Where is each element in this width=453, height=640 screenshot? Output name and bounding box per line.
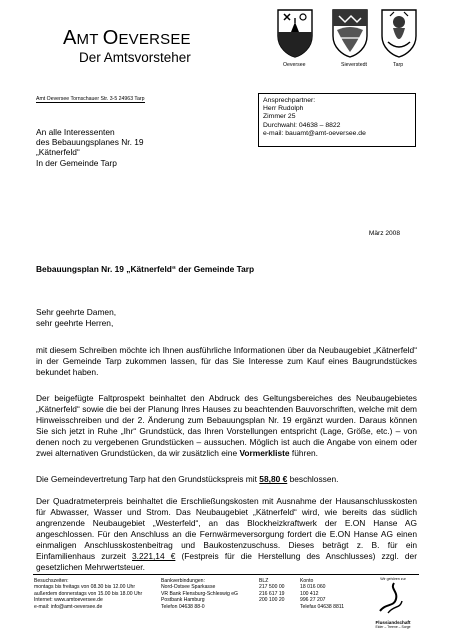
contact-line: Ansprechpartner: (263, 97, 316, 104)
land-price-value: 58,80 € (259, 474, 288, 484)
paragraph-prospectus: Der beigefügte Faltprospekt beinhaltet den Abdruck des Geltungsbereiches des Neubaugebietes „Kätnerfeld“ sowie die bei der Planung Ihres Hauses zu beachtenden Bauvorschriften, welche mit dem Hinweisschreiben und der 2. Änderung zum Bebauungsplan Nr. 19 ergänzt wurden. Daraus können Sie sich jetzt in Ruhe „Ihr“ Grundstück, das Ihren Vorstellungen entspricht (Lage, Größe, etc.) – von denen noch zu vergebenen Grundstücken – aussuchen. Möglich ist auch die Angabe von einem oder zwei alternativen Grundstücken, da wir zusätzlich eine Vormerkliste führen. (36, 393, 417, 458)
footer-blz: BLZ 217 500 00 216 617 19 200 100 20 (259, 578, 285, 604)
sender-address-line: Amt Oeversee Tornschauer Str. 3-5 24963 Tarp (36, 96, 145, 102)
flusslandschaft-logo (370, 577, 416, 633)
logo-subtitle: Eider – Treene – Sorge (375, 625, 411, 629)
subject-line: Bebauungsplan Nr. 19 „Kätnerfeld“ der Gemeinde Tarp (36, 264, 255, 274)
contact-email[interactable]: e-mail: bauamt@amt-oeversee.de (263, 129, 366, 137)
footer-banks: Bankverbindungen: Nord-Ostsee Sparkasse VR Bank Flensburg-Schleswig eG Postbank Hamburg Telefon 04638 88-0 (161, 578, 239, 610)
connection-fee-value: 3.221,14 € (132, 551, 176, 561)
recipient-line: An alle Interessenten (36, 127, 115, 137)
logo-caption: Wir gehören zur (380, 577, 406, 581)
recipient-line: „Kätnerfeld“ (36, 147, 80, 158)
oeversee-crest-icon (276, 8, 314, 58)
footer-office-hours: Besuchszeiten: montags bis freitags von 08.30 bis 12.00 Uhr außerdem donnerstags von 15.00 bis 18.00 Uhr Internet: www.amtoeversee.de e-mail: info@amt-oeversee.de (34, 578, 143, 610)
crest-label-tarp: Tarp (393, 62, 404, 68)
crest-label-sieverstedt: Sieverstedt (341, 62, 367, 68)
office-title: AMT OEVERSEE (63, 27, 191, 49)
vormerkliste-highlight: Vormerkliste (239, 448, 290, 458)
contact-line: Durchwahl: 04638 – 8822 (263, 121, 341, 129)
paragraph-price: Die Gemeindevertretung Tarp hat den Grundstückspreis mit 58,80 € beschlossen. (36, 474, 339, 484)
salutation-line: Sehr geehrte Damen, (36, 307, 117, 317)
footer-accounts: Konto 18 016 060 100 412 996 27 207 Telefax 04638 8811 (300, 578, 345, 610)
recipient-line: des Bebauungsplanes Nr. 19 (36, 137, 144, 148)
sieverstedt-crest-icon (331, 8, 369, 58)
contact-line: Zimmer 25 (263, 113, 296, 121)
contact-line: Herr Rudolph (263, 105, 304, 113)
contact-box (258, 93, 416, 147)
footer-email[interactable]: e-mail: info@amt-oeversee.de (34, 603, 103, 610)
paragraph-intro: mit diesem Schreiben möchte ich Ihnen ausführliche Informationen über da Neubaugebiet „Kätnerfeld“ in der Gemeinde Tarp zukommen lassen, für das Sie Interesse zum Kauf eines Baugrundstückes bekundet haben. (36, 345, 417, 377)
crest-label-oeversee: Oeversee (283, 62, 306, 68)
salutation-line: sehr geehrte Herren, (36, 318, 114, 328)
footer-website[interactable]: Internet: www.amtoeversee.de (34, 597, 103, 604)
salutation (36, 307, 116, 329)
tarp-crest-icon (380, 8, 418, 58)
letter-date: März 2008 (368, 230, 400, 237)
logo-name: Flussiandschaft (375, 620, 411, 625)
recipient-line: In der Gemeinde Tarp (36, 157, 117, 168)
footer-divider (33, 574, 419, 575)
recipient-address (36, 127, 144, 168)
office-subtitle: Der Amtsvorsteher (79, 50, 191, 65)
paragraph-costs: Der Quadratmeterpreis beinhaltet die Erschließungskosten mit Ausnahme der Hausanschlusskosten für Abwasser, Wasser und Strom. Das Neubaugebiet „Kätnerfeld“ wird, wie bereits das südlich angrenzende Neubaugebiet „Westerfeld“, an das Blockheizkraftwerk der E.ON Hanse AG angeschlossen. Für den Anschluss an die Fernwärmeversorgung fordert die E.ON Hanse AG einen einmaligen Anschlusskostenbeitrag und Baukostenzuschuss. Dieses beträgt z. B. für ein Einfamilienhaus zurzeit 3.221,14 € (Festpreis für die Herstellung des Anschlusses) zzgl. der gesetzlichen Mehrwertsteuer. (36, 496, 417, 572)
river-landscape-icon (370, 581, 416, 615)
